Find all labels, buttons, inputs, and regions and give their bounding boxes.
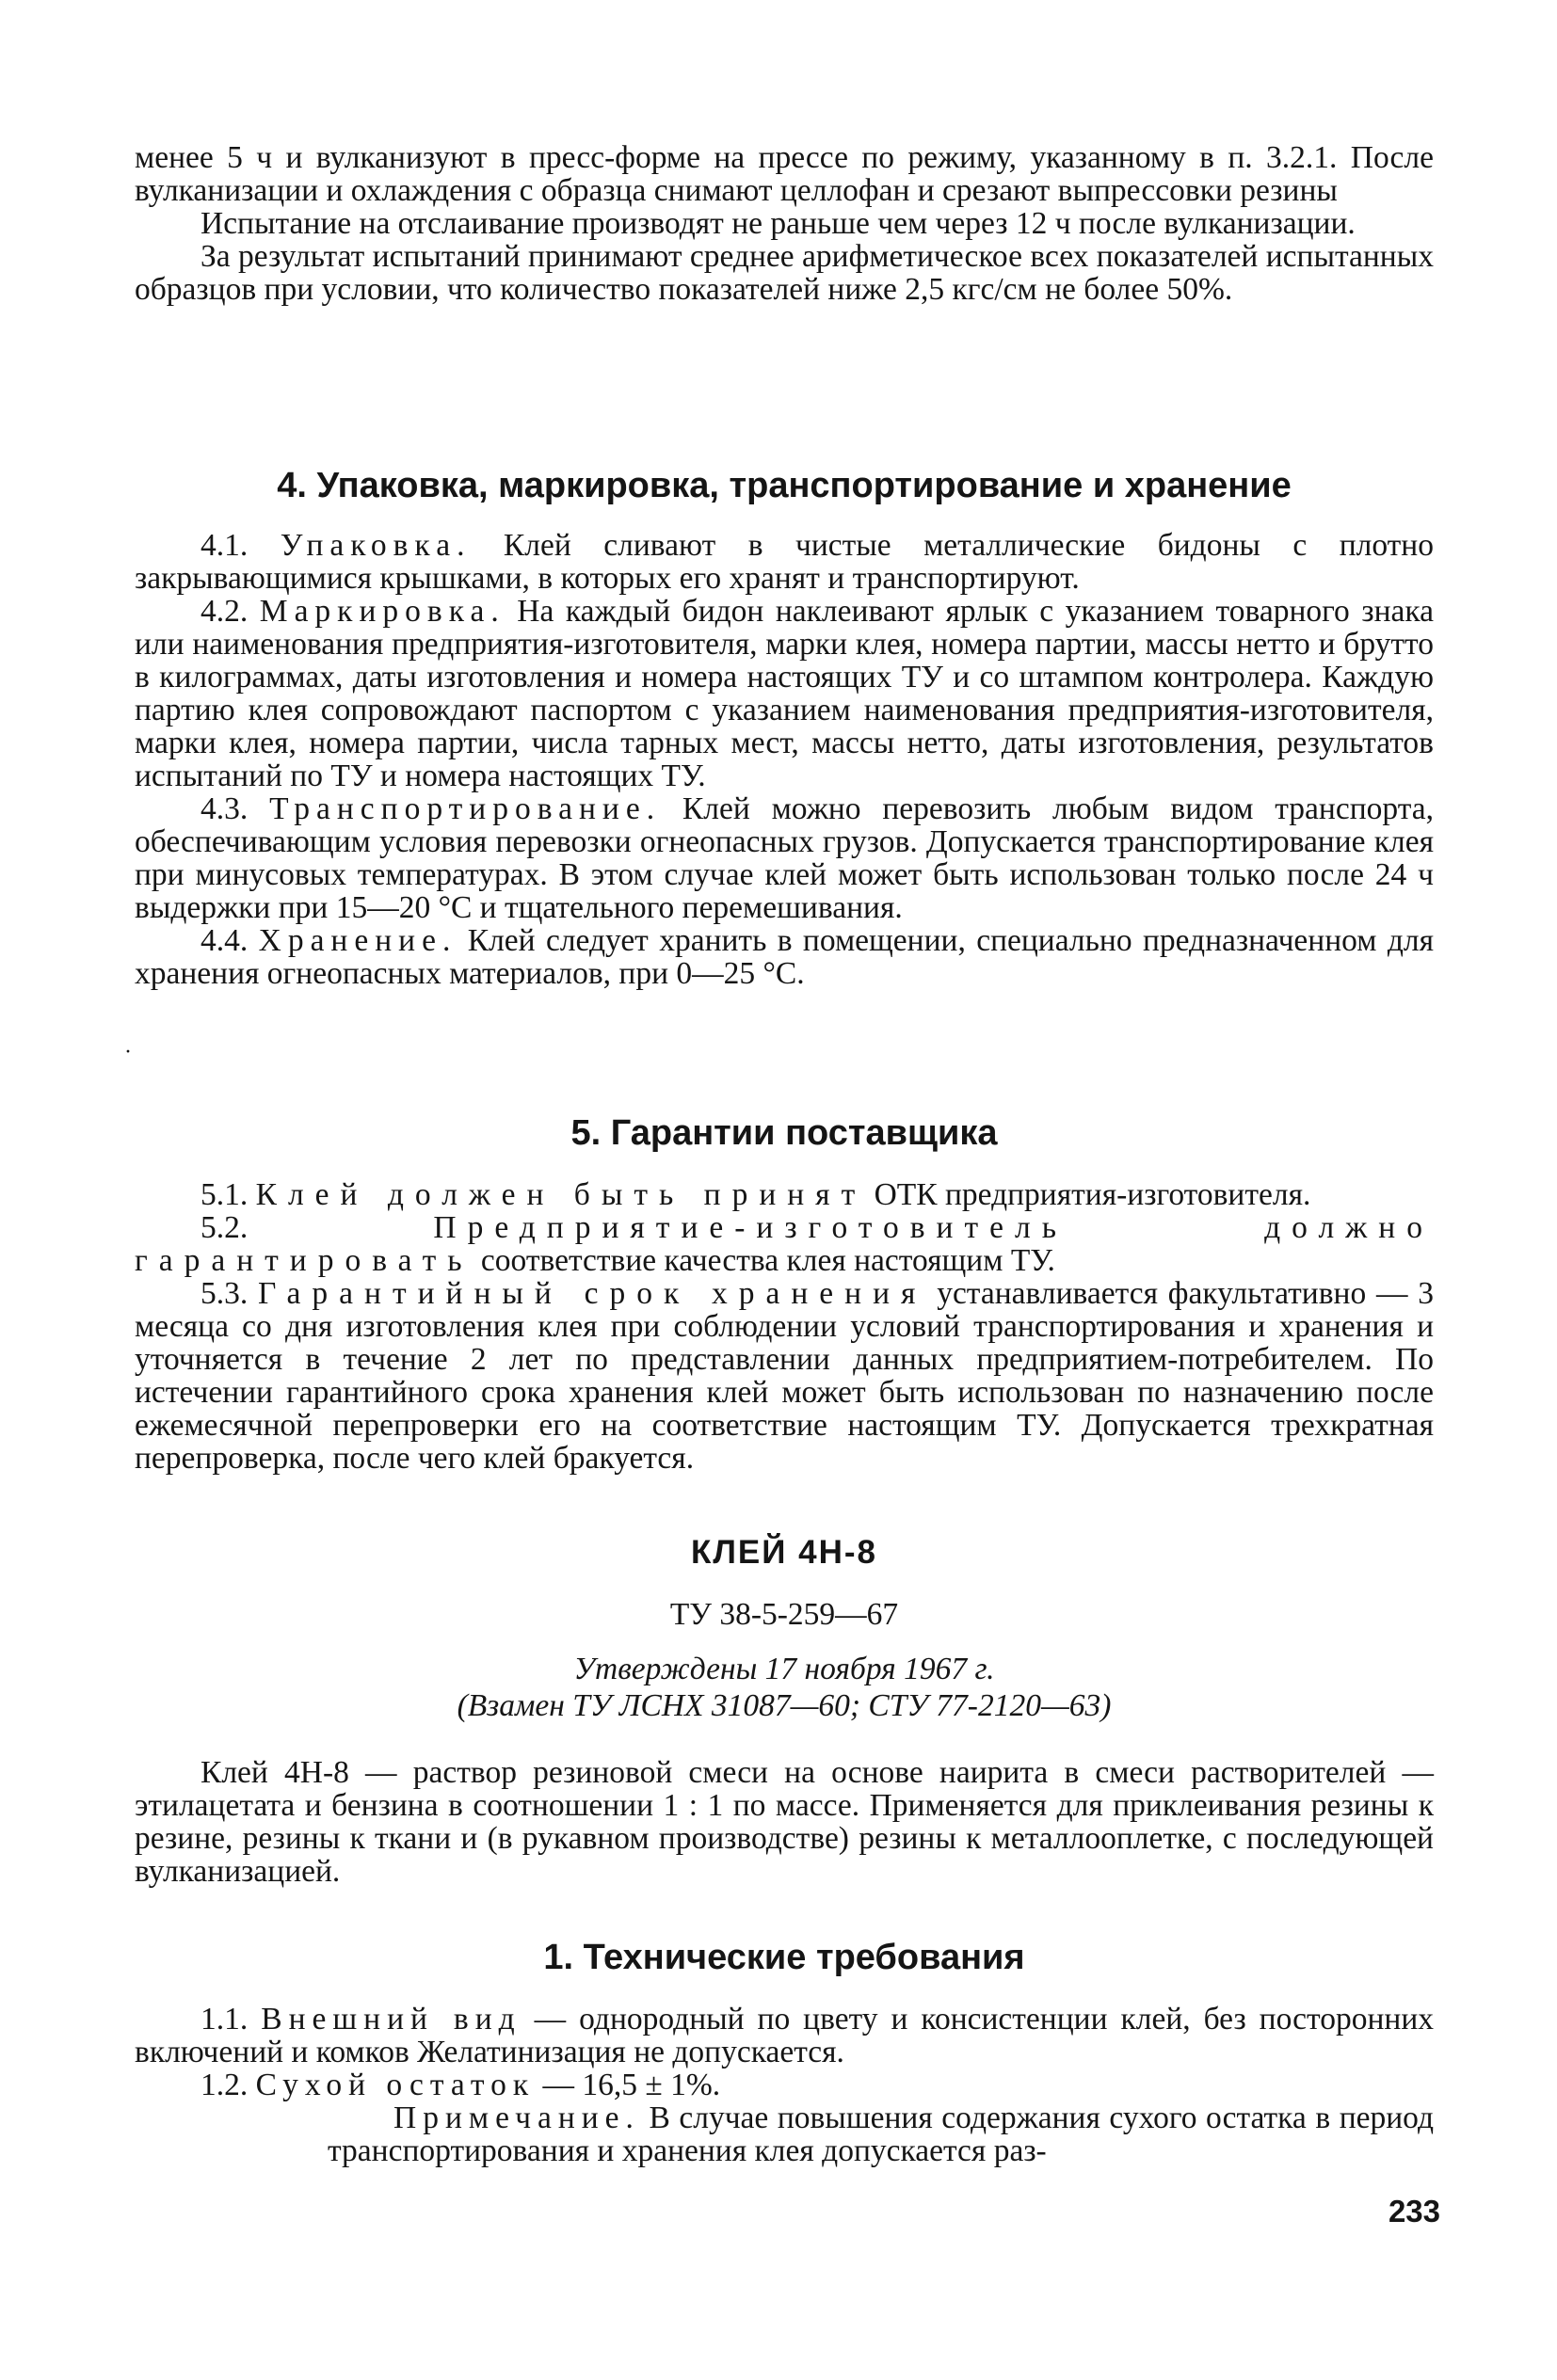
item-text: Клей сливают в чистые металлические бидоны с плотно закрывающимися крышками, в которых его хранят и транспортируют. [135, 528, 1434, 596]
glue-title: КЛЕЙ 4Н-8 [690, 1534, 877, 1571]
glue-tu-number: ТУ 38-5-259—67 [669, 1597, 899, 1632]
item-5-1 [135, 1178, 1434, 1211]
item-text: Клей следует хранить в помещении, специально предназначенном для хранения огнеопасных материалов, при 0—25 °С. [135, 923, 1435, 991]
item-text: — однородный по цвету и консистенции клей, без посторонних включений и комков Желатинизация не допускается. [135, 2002, 1435, 2069]
item-term: Упаковка. [280, 528, 472, 563]
item-text: — 16,5 ± 1%. [542, 2068, 721, 2102]
item-number: 4.3. [201, 791, 249, 826]
section-4-body [135, 529, 1434, 990]
item-number: 4.4. [201, 923, 249, 958]
item-5-3 [135, 1277, 1434, 1475]
item-text: ОТК предприятия-изготовителя. [874, 1177, 1311, 1212]
intro-block [135, 141, 1434, 306]
item-term: Хранение. [258, 923, 457, 958]
note-term: Примечание. [393, 2100, 640, 2135]
item-1-1 [135, 2003, 1434, 2069]
margin-dot: · [124, 1040, 132, 1064]
item-text: соответствие качества клея настоящим ТУ. [480, 1243, 1055, 1278]
section-5-heading: 5. Гарантии поставщика [570, 1113, 998, 1153]
item-term: Предприятие-изготовитель должно гарантировать [135, 1210, 1434, 1278]
item-number: 5.1. [201, 1177, 249, 1212]
item-4-2 [135, 595, 1434, 792]
item-text: На каждый бидон наклеивают ярлык с указанием товарного знака или наименования предприятия-изготовителя, марки клея, номера партии, массы нетто и брутто в килограммах, даты изготовления и номера настоящих ТУ и со штампом контролера. Каждую партию клея сопровождают паспортом с указанием наименования предприятия-изготовителя, марки клея, номера партии, числа тарных мест, массы нетто, даты изготовления, результатов испытаний по ТУ и номера настоящих ТУ. [135, 594, 1434, 793]
section-1-heading: 1. Технические требования [543, 1938, 1025, 1977]
section-5-body [135, 1178, 1434, 1475]
page-number: 233 [1388, 2194, 1440, 2228]
glue-replaces-line: (Взамен ТУ ЛСНХ 31087—60; СТУ 77-2120—63) [457, 1688, 1112, 1723]
item-4-1 [135, 529, 1434, 595]
item-number: 4.1. [201, 528, 249, 563]
item-1-2 [135, 2069, 1434, 2101]
intro-paragraph-3: За результат испытаний принимают среднее арифметическое всех показателей испытанных образцов при условии, что количество показателей ниже 2,5 кгс/см не более 50%. [135, 239, 1434, 307]
item-4-4 [135, 924, 1434, 990]
item-term: Клей должен быть принят [255, 1177, 867, 1212]
item-term: Внешний вид [261, 2002, 522, 2037]
glue-description-block [135, 1756, 1434, 1888]
section-1-body [135, 2003, 1434, 2167]
item-term: Маркировка. [259, 594, 506, 629]
item-text: Клей можно перевозить любым видом транспорта, обеспечивающим условия перевозки огнеопасных грузов. Допускается транспортирование клея при минусовых температурах. В этом случае клей может быть использован только после 24 ч выдержки при 15—20 °С и тщательного перемешивания. [135, 791, 1434, 925]
section-4-heading: 4. Упаковка, маркировка, транспортирование и хранение [277, 466, 1292, 505]
item-term: Гарантийный срок хранения [258, 1276, 927, 1311]
item-number: 5.3. [201, 1276, 249, 1311]
item-number: 4.2. [201, 594, 249, 629]
item-term: Сухой остаток [255, 2068, 536, 2102]
note-paragraph [135, 2101, 1434, 2167]
item-text: устанавливается факультативно — 3 месяца со дня изготовления клея при соблюдении условий транспортирования и хранения и уточняется в течение 2 лет по представлении данных предприятием-потребителем. По истечении гарантийного срока хранения клей может быть использован по назначению после ежемесячной перепроверки его на соответствие настоящим ТУ. Допускается трехкратная перепроверка, после чего клей бракуется. [135, 1276, 1434, 1476]
intro-paragraph-2: Испытание на отслаивание производят не раньше чем через 12 ч после вулканизации. [201, 206, 1356, 241]
glue-description: Клей 4Н-8 — раствор резиновой смеси на основе наирита в смеси растворителей — этилацетата и бензина в соотношении 1 : 1 по массе. Применяется для приклеивания резины к резине, резины к ткани и (в рукавном производстве) резины к металлооплетке, с последующей вулканизацией. [135, 1755, 1434, 1889]
item-5-2 [135, 1211, 1434, 1277]
item-number: 1.1. [201, 2002, 249, 2037]
glue-approval-date: Утверждены 17 ноября 1967 г. [573, 1652, 995, 1686]
item-number: 5.2. [201, 1210, 249, 1245]
item-number: 1.2. [201, 2068, 249, 2102]
item-term: Транспортирование. [269, 791, 662, 826]
note-text: В случае повышения содержания сухого остатка в период транспортирования и хранения клея допускается раз- [328, 2100, 1434, 2168]
item-4-3 [135, 792, 1434, 924]
intro-paragraph-1: менее 5 ч и вулканизуют в пресс-форме на прессе по режиму, указанному в п. 3.2.1. После вулканизации и охлаждения с образца снимают целлофан и срезают выпрессовки резины [135, 140, 1434, 208]
